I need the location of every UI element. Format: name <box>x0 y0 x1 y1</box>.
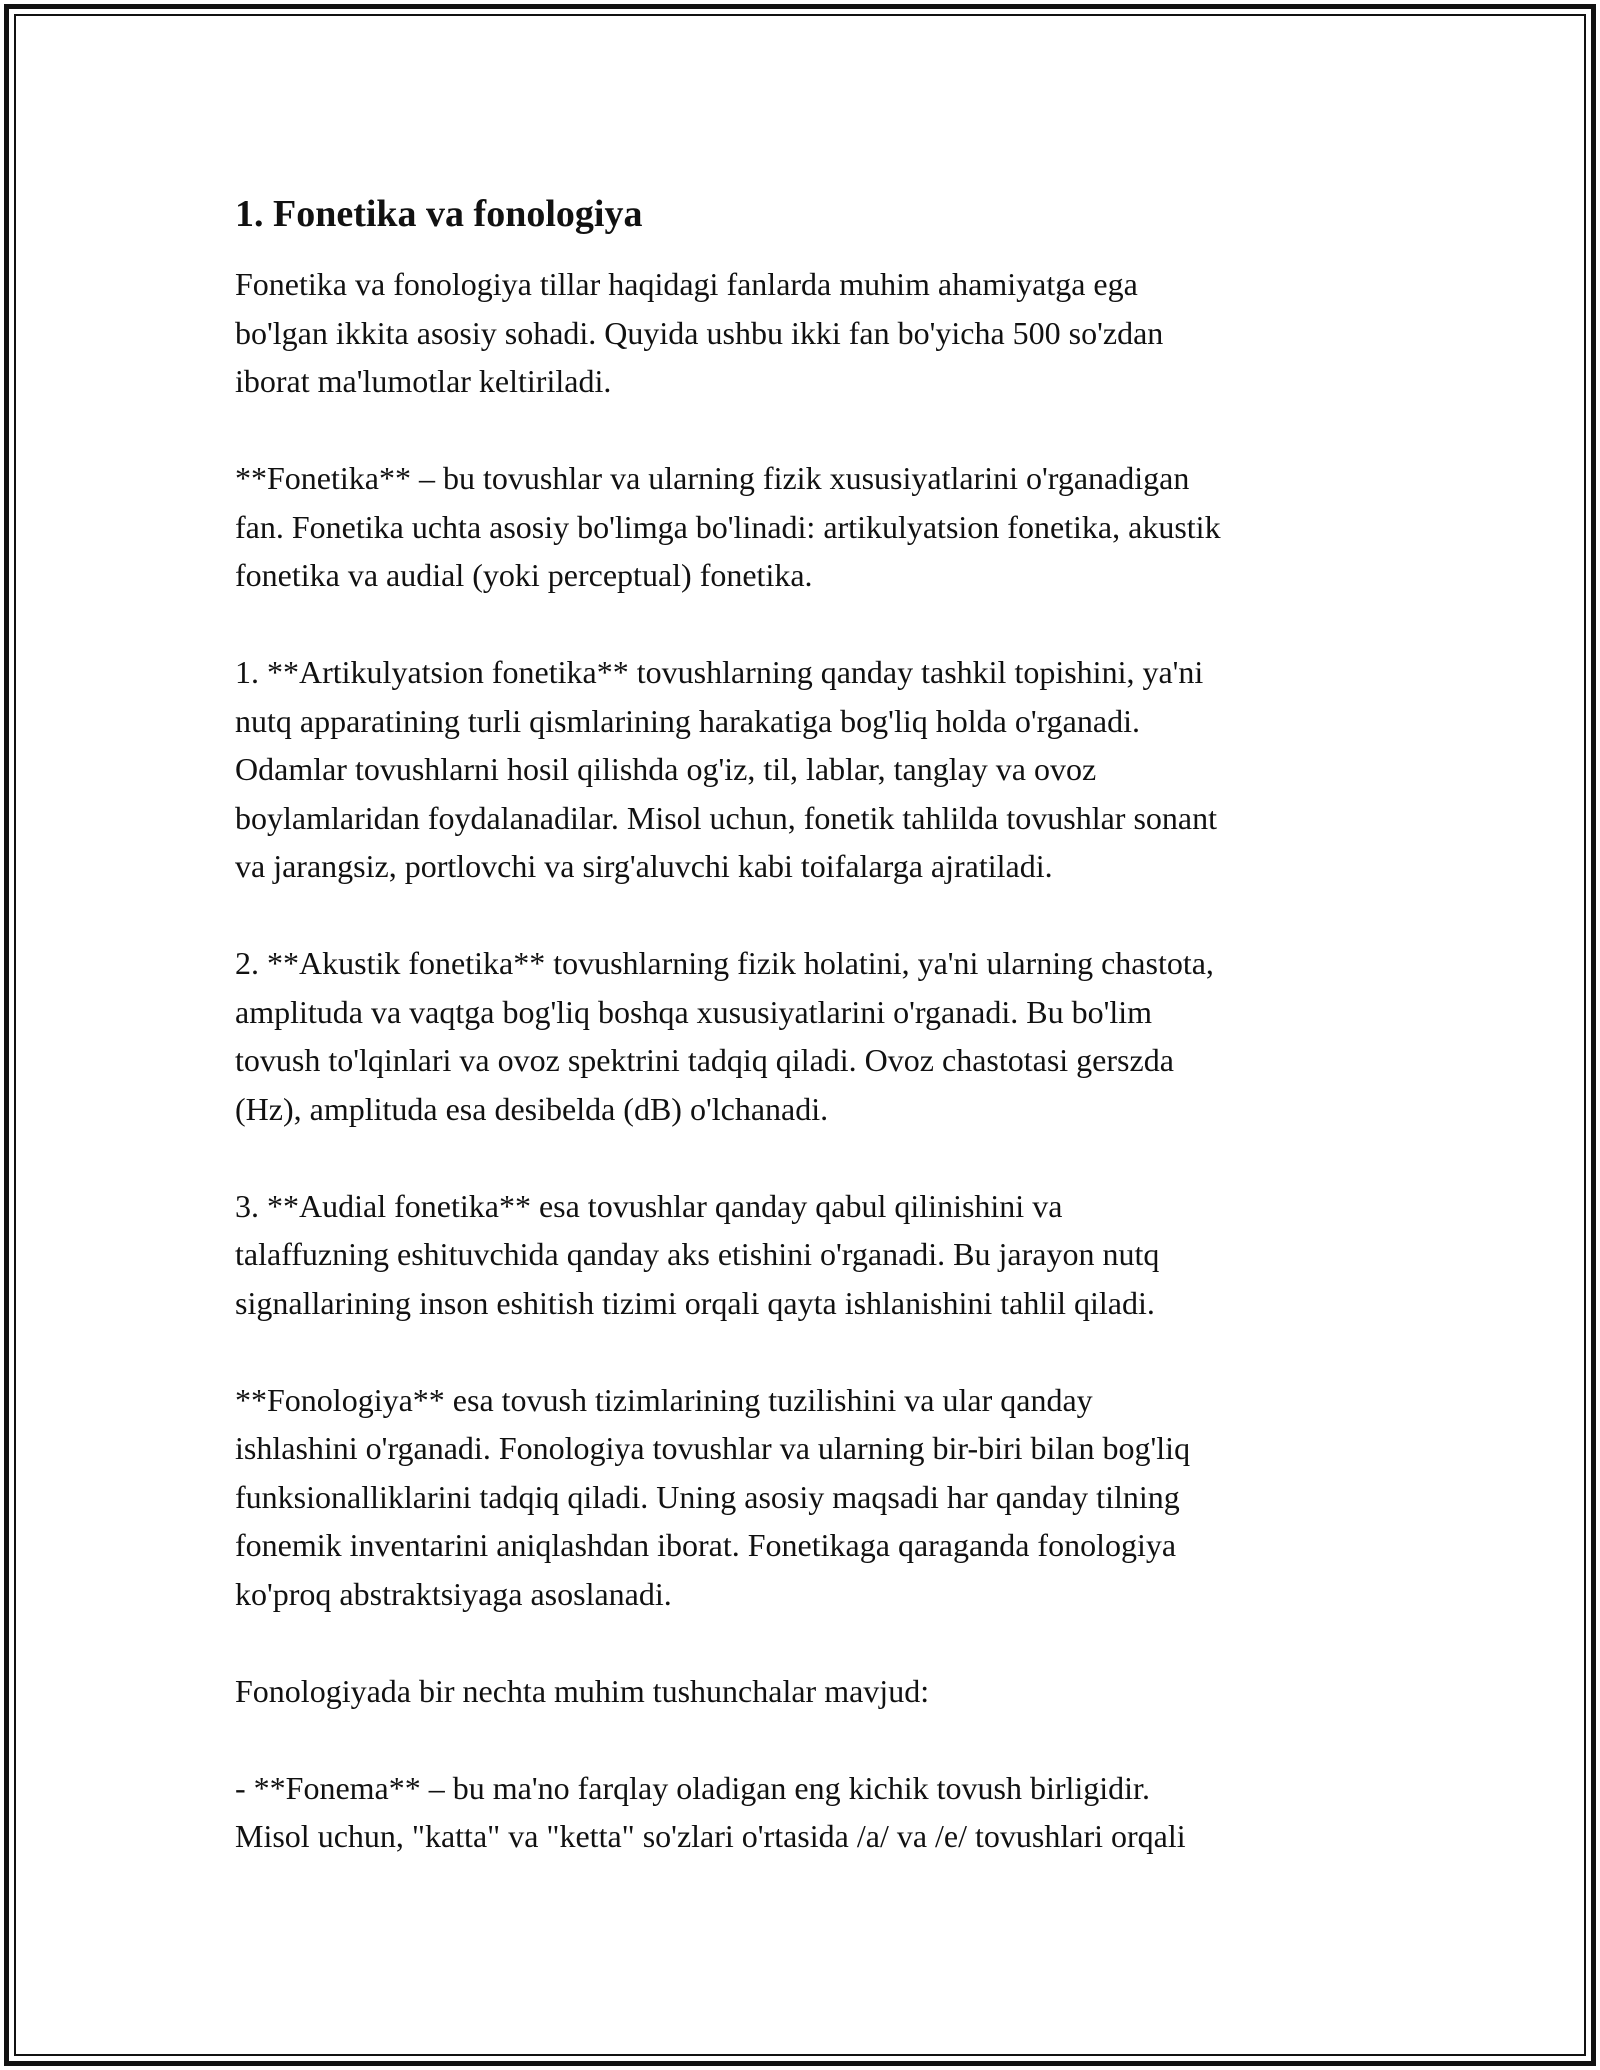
paragraph-fonetika <box>235 454 1375 600</box>
text-line: **Fonetika** – bu tovushlar va ularning fizik xususiyatlarini o'rganadigan <box>235 460 1190 496</box>
paragraph-akustik <box>235 939 1375 1133</box>
text-line: signallarining inson eshitish tizimi orqali qayta ishlanishini tahlil qiladi. <box>235 1284 1155 1321</box>
text-line: nutq apparatining turli qismlarining harakatiga bog'liq holda o'rganadi. <box>235 702 1140 739</box>
text-line: tovush to'lqinlari va ovoz spektrini tadqiq qiladi. Ovoz chastotasi gerszda <box>235 1042 1174 1078</box>
text-line: 2. **Akustik fonetika** tovushlarning fizik holatini, ya'ni ularning chastota, <box>235 945 1214 981</box>
text-line: fonemik inventarini aniqlashdan iborat. Fonetikaga qaraganda fonologiya <box>235 1527 1177 1563</box>
text-line: Fonetika va fonologiya tillar haqidagi fanlarda muhim ahamiyatga ega <box>235 266 1138 302</box>
text-line: bo'lgan ikkita asosiy sohadi. Quyida ushbu ikki fan bo'yicha 500 so'zdan <box>235 314 1164 351</box>
text-line: funksionalliklarini tadqiq qiladi. Uning asosiy maqsadi har qanday tilning <box>235 1478 1180 1515</box>
text-line: amplituda va vaqtga bog'liq boshqa xususiyatlarini o'rganadi. Bu bo'lim <box>235 993 1153 1030</box>
text-line: ishlashini o'rganadi. Fonologiya tovushlar va ularning bir-biri bilan bog'liq <box>235 1430 1191 1466</box>
text-line: 3. **Audial fonetika** esa tovushlar qanday qabul qilinishini va <box>235 1187 1063 1224</box>
text-line: **Fonologiya** esa tovush tizimlarining tuzilishini va ular qanday <box>235 1381 1093 1418</box>
paragraph-artikulyatsion <box>235 648 1375 891</box>
text-line: Misol uchun, "katta" va "ketta" so'zlari o'rtasida /a/ va /e/ tovushlari orqali <box>235 1818 1186 1854</box>
text-line: (Hz), amplituda esa desibelda (dB) o'lchanadi. <box>235 1090 829 1127</box>
text-line: Fonologiyada bir nechta muhim tushunchalar mavjud: <box>235 1672 930 1709</box>
text-line: boylamlaridan foydalanadilar. Misol uchun, fonetik tahlilda tovushlar sonant <box>235 799 1217 836</box>
text-line: - **Fonema** – bu ma'no farqlay oladigan eng kichik tovush birligidir. <box>235 1769 1150 1806</box>
text-line: talaffuzning eshituvchida qanday aks etishini o'rganadi. Bu jarayon nutq <box>235 1236 1160 1272</box>
document-body <box>235 188 1375 1909</box>
text-line: fonetika va audial (yoki perceptual) fonetika. <box>235 557 813 593</box>
paragraph-audial <box>235 1182 1375 1328</box>
paragraph-fonema <box>235 1764 1375 1861</box>
text-line: iborat ma'lumotlar keltiriladi. <box>235 363 612 399</box>
paragraph-fonologiya <box>235 1376 1375 1619</box>
paragraph-intro <box>235 260 1375 406</box>
text-line: fan. Fonetika uchta asosiy bo'limga bo'linadi: artikulyatsion fonetika, akustik <box>235 508 1221 545</box>
text-line: 1. **Artikulyatsion fonetika** tovushlarning qanday tashkil topishini, ya'ni <box>235 654 1204 690</box>
text-line: ko'proq abstraktsiyaga asoslanadi. <box>235 1575 672 1612</box>
paragraph-tushunchalar <box>235 1667 1375 1716</box>
section-title: 1. Fonetika va fonologiya <box>235 193 643 235</box>
text-line: va jarangsiz, portlovchi va sirg'aluvchi kabi toifalarga ajratiladi. <box>235 848 1053 884</box>
text-line: Odamlar tovushlarni hosil qilishda og'iz, til, lablar, tanglay va ovoz <box>235 751 1097 787</box>
